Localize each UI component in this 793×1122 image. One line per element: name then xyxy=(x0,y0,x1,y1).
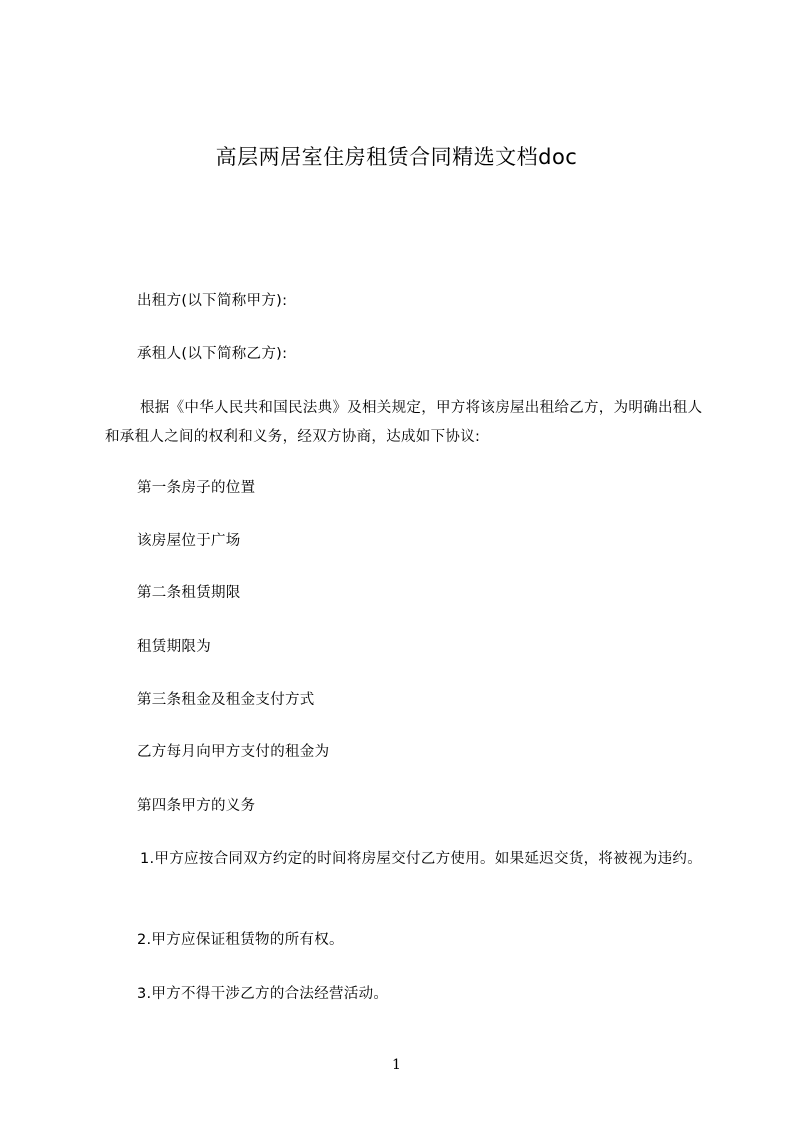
article-4-item-3: 3.甲方不得干涉乙方的合法经营活动。 xyxy=(137,986,389,1002)
article-2-text: 租赁期限为 xyxy=(137,639,211,655)
article-1-heading: 第一条房子的位置 xyxy=(137,480,256,496)
article-3-heading: 第三条租金及租金支付方式 xyxy=(137,692,315,708)
article-3-text: 乙方每月向甲方支付的租金为 xyxy=(137,744,330,760)
article-1-text: 该房屋位于广场 xyxy=(137,533,241,549)
article-4-item-2: 2.甲方应保证租赁物的所有权。 xyxy=(137,932,344,948)
paragraph-preamble: 根据《中华人民共和国民法典》及相关规定，甲方将该房屋出租给乙方，为明确出租人和承租人之间的权利和义务，经双方协商，达成如下协议: xyxy=(105,400,703,445)
paragraph-lessor: 出租方(以下简称甲方): xyxy=(137,293,288,309)
page-number: 1 xyxy=(392,1057,401,1073)
article-4-heading: 第四条甲方的义务 xyxy=(137,798,256,814)
article-2-heading: 第二条租赁期限 xyxy=(137,585,241,601)
document-title: 高层两居室住房租赁合同精选文档doc xyxy=(215,145,578,169)
article-4-item-1: 1.甲方应按合同双方约定的时间将房屋交付乙方使用。如果延迟交货，将被视为违约。 xyxy=(140,851,703,867)
paragraph-lessee: 承租人(以下简称乙方): xyxy=(137,346,288,362)
